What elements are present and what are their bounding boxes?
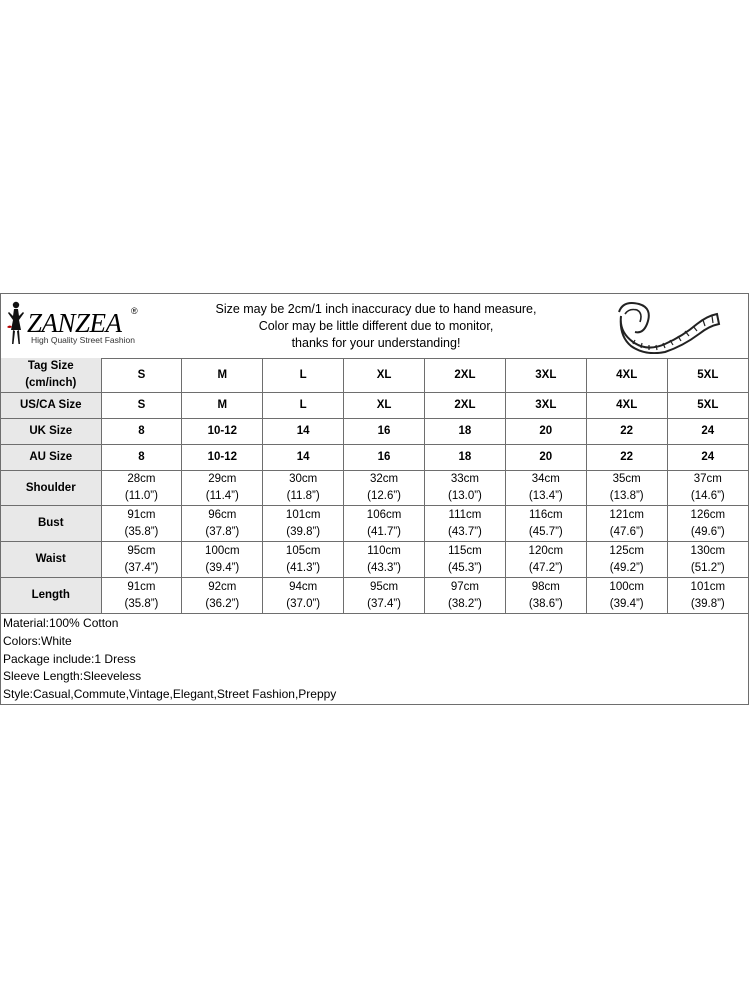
cm-value: 91cm — [127, 508, 156, 521]
inch-value: (37.4”) — [367, 597, 401, 610]
cm-value: 96cm — [208, 508, 237, 521]
table-row-length — [1, 578, 748, 614]
cm-value: 95cm — [127, 544, 156, 557]
bust-label: Bust — [1, 506, 101, 542]
size-cell: M — [182, 393, 263, 419]
us-ca-size-label: US/CA Size — [1, 393, 101, 419]
cm-value: 130cm — [690, 544, 726, 557]
measurement-cell — [667, 542, 748, 578]
measurement-cell — [425, 506, 506, 542]
measurement-cell — [101, 542, 182, 578]
measurement-cell — [586, 542, 667, 578]
inch-value: (35.8”) — [124, 525, 159, 538]
cm-value: 116cm — [528, 508, 563, 521]
inch-value: (12.6”) — [367, 490, 401, 502]
inch-value: (41.7”) — [367, 525, 401, 538]
detail-colors: Colors:White — [3, 633, 72, 648]
cm-value: 91cm — [127, 580, 156, 593]
size-cell: 22 — [586, 445, 667, 471]
cm-value: 92cm — [208, 580, 237, 593]
shoulder-label: Shoulder — [1, 471, 101, 506]
measurement-cell — [263, 506, 344, 542]
size-cell: 2XL — [425, 393, 506, 419]
measurement-cell — [425, 542, 506, 578]
table-row-shoulder — [1, 471, 748, 506]
uk-size-label: UK Size — [1, 419, 101, 445]
size-cell: 8 — [101, 445, 182, 471]
cm-value: 115cm — [448, 544, 482, 557]
size-cell: 3XL — [505, 393, 586, 419]
tag-size-cell: M — [182, 358, 263, 393]
measurement-cell — [182, 471, 263, 506]
cm-value: 111cm — [448, 508, 482, 521]
inch-value: (14.6”) — [690, 490, 725, 502]
cm-value: 110cm — [367, 544, 401, 557]
inch-value: (39.8”) — [286, 525, 321, 538]
inch-value: (38.6”) — [528, 597, 563, 610]
size-cell: XL — [344, 393, 425, 419]
cm-value: 33cm — [450, 473, 479, 485]
measurement-cell — [505, 506, 586, 542]
inch-value: (39.8”) — [690, 597, 725, 610]
cm-value: 94cm — [289, 580, 318, 593]
tag-size-cell: L — [263, 358, 344, 393]
measurement-cell — [101, 578, 182, 614]
inch-value: (41.3”) — [286, 561, 321, 574]
product-details — [3, 615, 743, 704]
length-label: Length — [1, 578, 101, 614]
measurement-cell — [263, 578, 344, 614]
size-cell: 4XL — [586, 393, 667, 419]
size-chart-header — [1, 294, 748, 359]
inch-value: (43.7”) — [448, 525, 482, 538]
measuring-tape-icon — [613, 298, 723, 354]
size-cell: L — [263, 393, 344, 419]
measurement-cell — [425, 471, 506, 506]
measurement-cell — [505, 578, 586, 614]
brand-name: ZANZEA — [27, 308, 122, 338]
cm-value: 120cm — [528, 544, 564, 557]
tag-size-cell: 5XL — [667, 358, 748, 393]
inch-value: (37.4”) — [124, 561, 159, 574]
detail-style: Style:Casual,Commute,Vintage,Elegant,Street Fashion,Preppy — [3, 687, 337, 702]
inch-value: (13.8”) — [609, 490, 644, 502]
cm-value: 100cm — [609, 580, 644, 593]
notice-line: Size may be 2cm/1 inch inaccuracy due to hand measure, — [215, 302, 537, 316]
size-cell: 5XL — [667, 393, 748, 419]
cm-value: 30cm — [289, 473, 318, 485]
woman-silhouette-icon — [3, 300, 29, 348]
measurement-cell — [586, 578, 667, 614]
measurement-cell — [182, 506, 263, 542]
table-row-uk — [1, 419, 748, 445]
table-row-tag-size — [1, 358, 748, 393]
cm-value: 121cm — [609, 508, 644, 521]
measurement-cell — [344, 471, 425, 506]
measurement-notice — [151, 301, 601, 352]
cm-value: 95cm — [370, 580, 399, 593]
inch-value: (43.3”) — [367, 561, 401, 574]
cm-value: 32cm — [370, 473, 399, 485]
inch-value: (37.8”) — [205, 525, 240, 538]
measurement-cell — [667, 471, 748, 506]
size-cell: 10-12 — [182, 419, 263, 445]
table-row-au — [1, 445, 748, 471]
cm-value: 34cm — [531, 473, 560, 485]
inch-value: (49.2”) — [609, 561, 644, 574]
inch-value: (38.2”) — [448, 597, 482, 610]
inch-value: (47.6”) — [609, 525, 644, 538]
measurement-cell — [505, 471, 586, 506]
cm-value: 37cm — [693, 473, 722, 485]
measurement-cell — [182, 578, 263, 614]
measurement-cell — [505, 542, 586, 578]
inch-value: (45.7”) — [528, 525, 563, 538]
inch-value: (51.2”) — [690, 561, 725, 574]
tag-size-cell: 3XL — [505, 358, 586, 393]
cm-value: 28cm — [127, 473, 156, 485]
size-cell: 16 — [344, 419, 425, 445]
inch-value: (35.8”) — [124, 597, 159, 610]
table-row-bust — [1, 506, 748, 542]
tag-size-cell: 2XL — [425, 358, 506, 393]
cm-value: 101cm — [285, 508, 321, 521]
measurement-cell — [667, 506, 748, 542]
notice-line: Color may be little different due to monitor, — [258, 319, 494, 333]
cm-value: 106cm — [366, 508, 402, 521]
size-cell: 14 — [263, 445, 344, 471]
brand-tagline: High Quality Street Fashion — [31, 335, 135, 345]
registered-mark: ® — [131, 306, 138, 316]
inch-value: (36.2”) — [205, 597, 240, 610]
inch-value: (45.3”) — [448, 561, 482, 574]
inch-value: (11.0”) — [124, 490, 158, 502]
detail-sleeve-length: Sleeve Length:Sleeveless — [3, 669, 142, 684]
inch-value: (37.0”) — [286, 597, 321, 610]
inch-value: (13.4”) — [528, 490, 563, 502]
measurement-cell — [586, 506, 667, 542]
detail-material: Material:100% Cotton — [3, 616, 119, 630]
measurement-cell — [182, 542, 263, 578]
cm-value: 125cm — [609, 544, 644, 557]
size-cell: 20 — [505, 419, 586, 445]
measurement-cell — [344, 578, 425, 614]
size-cell: 20 — [505, 445, 586, 471]
inch-value: (11.8”) — [286, 490, 320, 502]
inch-value: (11.4”) — [205, 490, 239, 502]
cm-value: 126cm — [690, 508, 726, 521]
size-chart-sheet — [0, 293, 749, 705]
size-cell: 24 — [667, 419, 748, 445]
tag-size-cell: 4XL — [586, 358, 667, 393]
measurement-cell — [425, 578, 506, 614]
waist-label: Waist — [1, 542, 101, 578]
brand-logo — [3, 300, 153, 352]
measurement-cell — [101, 471, 182, 506]
notice-line: thanks for your understanding! — [291, 336, 461, 350]
inch-value: (39.4”) — [609, 597, 644, 610]
cm-value: 100cm — [205, 544, 240, 557]
measurement-cell — [344, 506, 425, 542]
measurement-cell — [586, 471, 667, 506]
cm-value: 29cm — [208, 473, 237, 485]
size-table — [1, 358, 748, 614]
tag-size-header-line1: Tag Size — [27, 360, 74, 372]
inch-value: (39.4”) — [205, 561, 240, 574]
inch-value: (49.6”) — [690, 525, 725, 538]
size-cell: 22 — [586, 419, 667, 445]
cm-value: 105cm — [285, 544, 321, 557]
measurement-cell — [344, 542, 425, 578]
size-cell: 24 — [667, 445, 748, 471]
size-cell: 8 — [101, 419, 182, 445]
detail-package: Package include:1 Dress — [3, 651, 136, 666]
size-cell: 18 — [425, 445, 506, 471]
table-row-waist — [1, 542, 748, 578]
size-cell: 10-12 — [182, 445, 263, 471]
inch-value: (47.2”) — [528, 561, 563, 574]
measurement-cell — [667, 578, 748, 614]
cm-value: 98cm — [531, 580, 560, 593]
measurement-cell — [263, 471, 344, 506]
cm-value: 97cm — [450, 580, 479, 593]
tag-size-cell: S — [101, 358, 182, 393]
inch-value: (13.0”) — [448, 490, 482, 502]
tag-size-header-cell — [1, 358, 101, 393]
cm-value: 101cm — [690, 580, 726, 593]
au-size-label: AU Size — [1, 445, 101, 471]
size-cell: S — [101, 393, 182, 419]
size-cell: 16 — [344, 445, 425, 471]
measurement-cell — [263, 542, 344, 578]
size-cell: 14 — [263, 419, 344, 445]
cm-value: 35cm — [612, 473, 641, 485]
tag-size-cell: XL — [344, 358, 425, 393]
size-cell: 18 — [425, 419, 506, 445]
table-row-us-ca — [1, 393, 748, 419]
measurement-cell — [101, 506, 182, 542]
tag-size-header-line2: (cm/inch) — [25, 377, 77, 389]
